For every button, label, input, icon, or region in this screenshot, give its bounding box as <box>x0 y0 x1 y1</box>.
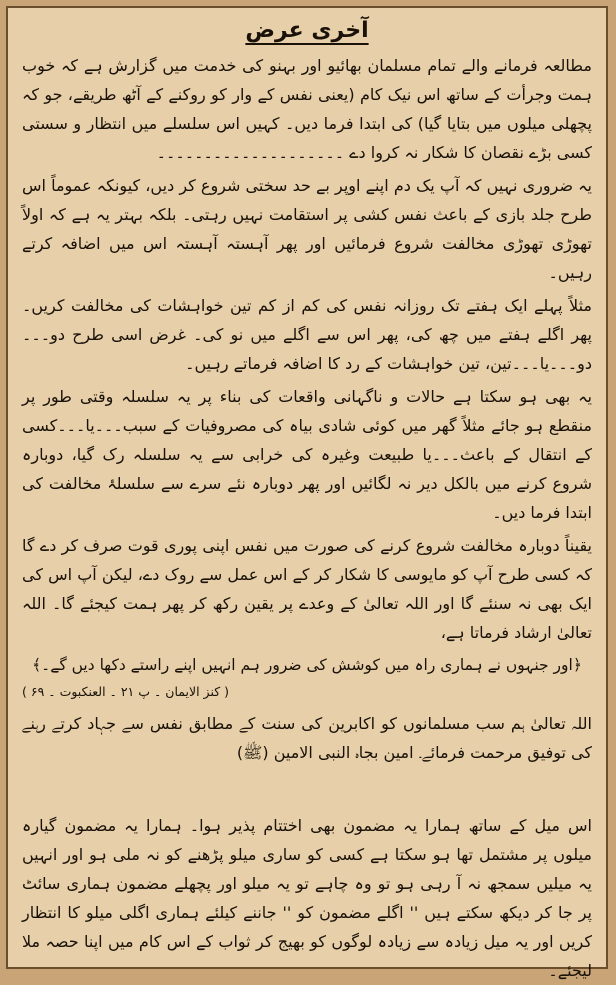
paragraph-interruption: یہ بھی ہو سکتا ہے حالات و ناگہانی واقعات کی بناء پر یہ سلسلہ وقتی طور پر منقطع ہو جائے مثلاً گھر میں کوئی شادی بیاہ کی مصروفیات کے سبب۔۔۔یا۔۔۔کسی کے انتقال کے باعث۔۔۔یا طبیعت وغیرہ کی خرابی سے یہ سلسلہ رک گیا، دوبارہ شروع کرنے میں بالکل دیر نہ لگائیں اور پھر دوبارہ نئے سرے سے سلسلۂ مخالفت کی ابتدا فرما دیں۔ <box>22 387 592 522</box>
section-spacer <box>22 771 592 811</box>
page-title: آخری عرض <box>245 18 369 43</box>
paragraph-example: مثلاً پہلے ایک ہفتے تک روزانہ نفس کی کم از کم تین خواہشات کی مخالفت کریں۔ پھر اگلے ہفتے میں چھ کی، پھر اس سے اگلے میں نو کی۔ غرض اسی طرح دو۔۔۔دو۔۔۔یا۔۔۔تین، تین خواہشات کے رد کا اضافہ فرماتے رہیں۔ <box>22 296 592 373</box>
paragraph-closing: اس میل کے ساتھ ہمارا یہ مضمون بھی اختتام پذیر ہوا۔ ہمارا یہ مضمون گیارہ میلوں پر مشتمل تھا ہو سکتا ہے کسی کو ساری میلو پڑھنے کو نہ ملی ہو اور انہیں یہ میلیں سمجھ نہ آ رہی ہو تو وہ چاہے تو یہ میلو اور پچھلے مضمون ہماری سائٹ پر جا کر دیکھ سکتے ہیں '' اگلے مضمون کو '' جاننے کیلئے ہماری اگلی میلو کا انتظار کریں اور یہ میل زیادہ سے زیادہ لوگوں کو بھیج کر ثواب کے اس کام میں اپنا حصہ ملا لیجئے۔ <box>22 816 592 980</box>
quote-reference: ( کنز الایمان ۔ پ ۲۱ ۔ العنکبوت ۔ ۶۹ ) <box>22 684 230 699</box>
document-page <box>6 6 608 980</box>
paragraph-gradual: یہ ضروری نہیں کہ آپ یک دم اپنے اوپر بے حد سختی شروع کر دیں، کیونکہ عموماً اس طرح جلد بازی کے باعث نفس کشی پر استقامت نہیں رہتی۔ بلکہ بہتر یہ ہے کہ اولاً تھوڑی تھوڑی مخالفت شروع فرمائیں اور پھر آہستہ آہستہ اس میں اضافہ کرتے رہیں۔ <box>22 176 592 282</box>
paragraph-restart: یقیناً دوبارہ مخالفت شروع کرنے کی صورت میں نفس اپنی پوری قوت صرف کر دے گا کہ کسی طرح آپ کو مایوسی کا شکار کر کے اس عمل سے روک دے، لیکن آپ اس کی ایک بھی نہ سنئے گا اور اللہ تعالیٰ کے وعدے پر یقین رکھ کر پھر ہمت کیجئے گا۔ اللہ تعالیٰ ارشاد فرماتا ہے، <box>22 536 593 642</box>
paragraph-intro: مطالعہ فرمانے والے تمام مسلمان بھائیو اور بہنو کی خدمت میں گزارش ہے کہ خوب ہمت وجرأت کے ساتھ اس نیک کام (یعنی نفس کے وار کو روکنے کے آٹھ طریقے، جو کہ پچھلی میلوں میں بتایا گیا) کی ابتدا فرما دیں۔ کہیں اس سلسلے میں انتظار و سستی کسی بڑے نقصان کا شکار نہ کروا دے ۔۔۔۔۔۔۔۔۔۔۔۔۔۔۔۔۔۔۔۔ <box>22 56 592 162</box>
paragraph-prayer: اللہ تعالیٰ ہم سب مسلمانوں کو اکابرین کی سنت کے مطابق نفس سے جہاد کرتے رہنے کی توفیق مرحمت فرمائے۔ امین بجاہ النبی الامین (ﷺ) <box>22 714 592 762</box>
quran-quote: ﴿اور جنہوں نے ہماری راہ میں کوشش کی ضرور ہم انہیں اپنے راستے دکھا دیں گے۔﴾ <box>32 656 582 674</box>
